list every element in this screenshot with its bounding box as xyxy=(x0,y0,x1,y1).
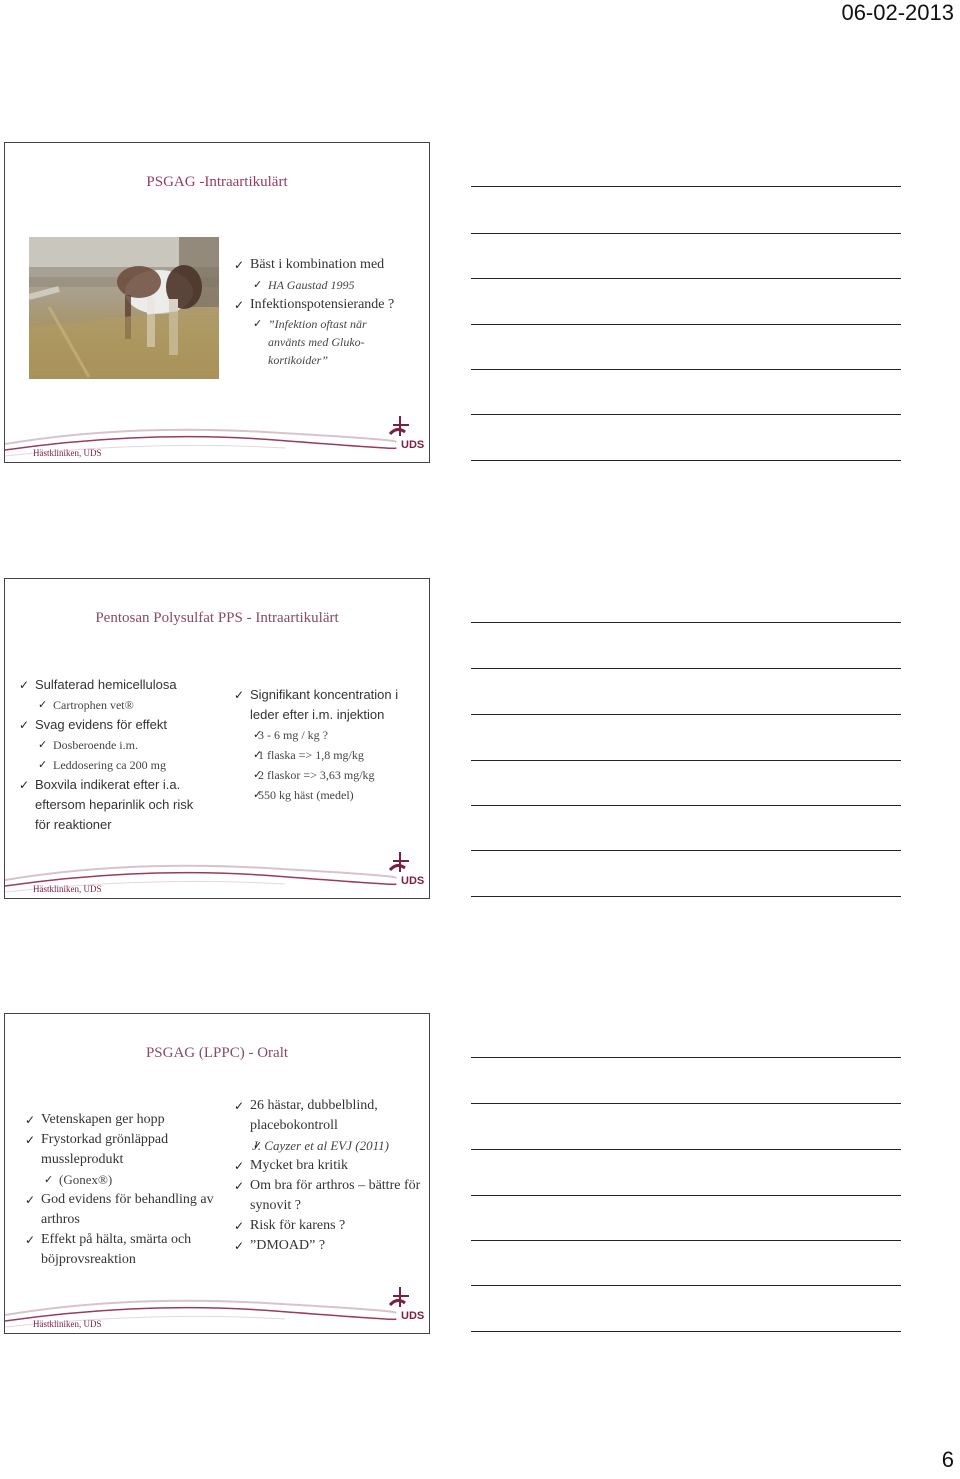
bullet-subitem: ✓ 1 flaska => 1,8 mg/kg xyxy=(234,745,424,765)
note-line xyxy=(471,233,901,234)
slide-2 xyxy=(4,578,430,899)
bullet-item: ✓ Effekt på hälta, smärta och böjprovsreaktion xyxy=(25,1230,220,1270)
note-line xyxy=(471,1331,901,1332)
note-line xyxy=(471,668,901,669)
note-line xyxy=(471,1103,901,1104)
footer-text: Hästkliniken, UDS xyxy=(33,448,102,458)
note-line xyxy=(471,714,901,715)
bullet-subitem: ✓ 2 flaskor => 3,63 mg/kg xyxy=(234,765,424,785)
note-line xyxy=(471,850,901,851)
bullet-list-right xyxy=(234,1096,424,1256)
notes-area-2 xyxy=(471,578,901,899)
uds-logo xyxy=(387,414,427,452)
bullet-item: ✓ God evidens för behandling av arthros xyxy=(25,1190,220,1230)
bullet-subitem: ✓ Cartrophen vet® xyxy=(19,695,219,715)
note-line xyxy=(471,1195,901,1196)
note-line xyxy=(471,460,901,461)
bullet-item: ✓ Vetenskapen ger hopp xyxy=(25,1110,220,1130)
bullet-subitem: ✓ 3 - 6 mg / kg ? xyxy=(234,725,424,745)
bullet-item: ✓ 26 hästar, dubbelblind, placebokontroll xyxy=(234,1096,424,1136)
bullet-item: ✓ Boxvila indikerat efter i.a. eftersom heparinlik och risk för reaktioner xyxy=(19,775,219,835)
bullet-subitem: ✓ J. Cayzer et al EVJ (2011) xyxy=(234,1136,424,1156)
bullet-list-left xyxy=(19,675,219,835)
note-line xyxy=(471,1285,901,1286)
bullet-item: ✓ Om bra för arthros – bättre för synovit ? xyxy=(234,1176,424,1216)
slide-title: Pentosan Polysulfat PPS - Intraartikulärt xyxy=(95,610,339,626)
page-number: 6 xyxy=(941,1447,954,1472)
slide-3 xyxy=(4,1013,430,1334)
notes-area-3 xyxy=(471,1013,901,1334)
horse-photo xyxy=(29,237,219,379)
slide-title: PSGAG (LPPC) - Oralt xyxy=(145,1045,289,1061)
note-line xyxy=(471,1149,901,1150)
note-line xyxy=(471,896,901,897)
note-line xyxy=(471,805,901,806)
logo-text: UDS xyxy=(401,875,425,887)
bullet-subitem: ✓ (Gonex®) xyxy=(25,1170,220,1190)
bullet-list xyxy=(234,255,424,369)
bullet-subitem: ✓ Leddosering ca 200 mg xyxy=(19,755,219,775)
note-line xyxy=(471,324,901,325)
slide-title: PSGAG -Intraartikulärt xyxy=(146,174,288,190)
bullet-subitem: ✓ 550 kg häst (medel) xyxy=(234,785,424,805)
note-line xyxy=(471,1057,901,1058)
bullet-list-right xyxy=(234,685,424,805)
note-line xyxy=(471,186,901,187)
uds-logo xyxy=(387,1285,427,1323)
bullet-item: ✓ ”DMOAD” ? xyxy=(234,1236,424,1256)
bullet-item: ✓ Frystorkad grönläppad mussleprodukt xyxy=(25,1130,220,1170)
logo-text: UDS xyxy=(401,439,425,451)
bullet-item: ✓ Mycket bra kritik xyxy=(234,1156,424,1176)
note-line xyxy=(471,369,901,370)
footer-text: Hästkliniken, UDS xyxy=(33,884,102,894)
bullet-item: ✓ Risk för karens ? xyxy=(234,1216,424,1236)
note-line xyxy=(471,622,901,623)
bullet-subitem: ✓ ”Infektion oftast när använts med Gluko-kortikoider” xyxy=(234,315,424,369)
note-line xyxy=(471,278,901,279)
bullet-item: ✓ Svag evidens för effekt xyxy=(19,715,219,735)
note-line xyxy=(471,760,901,761)
bullet-item: ✓ Bäst i kombination med xyxy=(234,255,424,275)
bullet-subitem: ✓ HA Gaustad 1995 xyxy=(234,275,424,295)
notes-area-1 xyxy=(471,142,901,463)
footer-text: Hästkliniken, UDS xyxy=(33,1319,102,1329)
note-line xyxy=(471,414,901,415)
bullet-item: ✓ Sulfaterad hemicellulosa xyxy=(19,675,219,695)
bullet-subitem: ✓ Dosberoende i.m. xyxy=(19,735,219,755)
slide-1 xyxy=(4,142,430,463)
print-date: 06-02-2013 xyxy=(841,0,954,25)
note-line xyxy=(471,1240,901,1241)
bullet-item: ✓ Infektionspotensierande ? xyxy=(234,295,424,315)
bullet-item: ✓ Signifikant koncentration i leder efter i.m. injektion xyxy=(234,685,424,725)
logo-text: UDS xyxy=(401,1310,425,1322)
bullet-list-left xyxy=(25,1110,220,1270)
uds-logo xyxy=(387,850,427,888)
